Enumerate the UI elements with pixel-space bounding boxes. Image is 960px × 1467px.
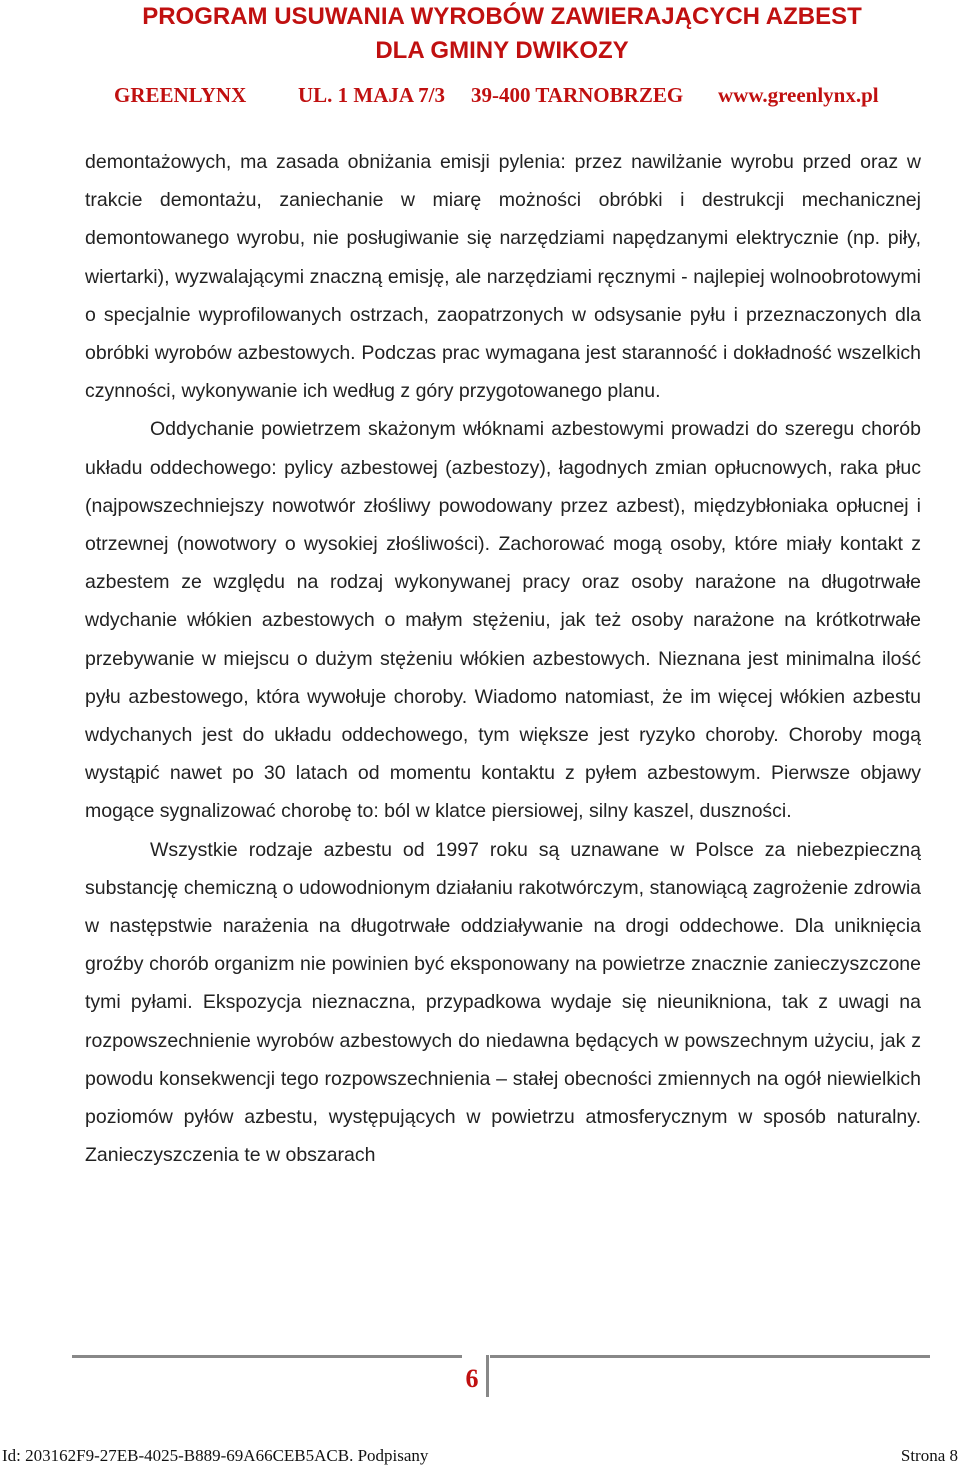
company-city: 39-400 TARNOBRZEG [471, 83, 684, 107]
page-number: 6 [465, 1364, 479, 1393]
document-body [85, 143, 921, 1174]
paragraph: Oddychanie powietrzem skażonym włóknami azbestowymi prowadzi do szeregu chorób układu oddechowego: pylicy azbestowej (azbestozy), łagodnych zmian opłucnowych, raka płuc (najpowszechniejszy nowotwór złośliwy powodowany przez azbest), międzybłoniaka opłucnej i otrzewnej (nowotwory o wysokiej złośliwości). Zachorować mogą osoby, które miały kontakt z azbestem ze względu na rodzaj wykonywanej pracy oraz osoby narażone na długotrwałe wdychanie włókien azbestowych o małym stężeniu, jak też osoby narażone na krótkotrwałe przebywanie w miejscu o dużym stężeniu włókien azbestowych. Nieznana jest minimalna ilość pyłu azbestowego, która wywołuje choroby. Wiadomo natomiast, że im więcej włókien azbestu wdychanych jest do układu oddechowego, tym większe jest ryzyko choroby. Choroby mogą wystąpić nawet po 30 latach od momentu kontaktu z pyłem azbestowym. Pierwsze objawy mogące sygnalizować chorobę to: ból w klatce piersiowej, silny kaszel, duszności. [85, 418, 921, 823]
company-street: UL. 1 MAJA 7/3 [298, 83, 445, 107]
document-subtitle: DLA GMINY DWIKOZY [375, 37, 629, 64]
footer-rule-left [72, 1355, 462, 1358]
footer-divider [486, 1355, 489, 1397]
paragraph: demontażowych, ma zasada obniżania emisji pylenia: przez nawilżanie wyrobu przed oraz w trakcie demontażu, zaniechanie w miarę możności obróbki i destrukcji mechanicznej demontowanego wyrobu, nie posługiwanie się narzędziami napędzanymi elektrycznie (np. piły, wiertarki), wyzwalającymi znaczną emisję, ale narzędziami ręcznymi - najlepiej wolnoobrotowymi o specjalnie wyprofilowanych ostrzach, zaopatrzonych w odsysanie pyłu i przeznaczonych dla obróbki wyrobów azbestowych. Podczas prac wymagana jest staranność i dokładność wszelkich czynności, wykonywanie ich według z góry przygotowanego planu. [85, 151, 921, 403]
document-id: Id: 203162F9-27EB-4025-B889-69A66CEB5ACB. Podpisany [2, 1446, 429, 1465]
footer-rule-right [490, 1355, 930, 1358]
company-website: www.greenlynx.pl [718, 83, 879, 107]
document-title: PROGRAM USUWANIA WYROBÓW ZAWIERAJĄCYCH AZBEST [142, 3, 862, 30]
paragraph: Wszystkie rodzaje azbestu od 1997 roku są uznawane w Polsce za niebezpieczną substancję chemiczną o udowodnionym działaniu rakotwórczym, stanowiącą zagrożenie zdrowia w następstwie narażenia na długotrwałe oddziaływanie na drogi oddechowe. Dla uniknięcia groźby chorób organizm nie powinien być eksponowany na powietrze znacznie zanieczyszczone tymi pyłami. Ekspozycja nieznaczna, przypadkowa wydaje się nieunikniona, tak z uwagi na rozpowszechnienie wyrobów azbestowych do niedawna będących w powszechnym użyciu, jak z powodu konsekwencji tego rozpowszechnienia – stałej obecności zmiennych na ogół niewielkich poziomów pyłów azbestu, występujących w powietrzu atmosferycznym w sposób naturalny. Zanieczyszczenia te w obszarach [85, 838, 921, 1167]
page-label: Strona 8 [900, 1446, 958, 1465]
company-name: GREENLYNX [114, 83, 247, 107]
